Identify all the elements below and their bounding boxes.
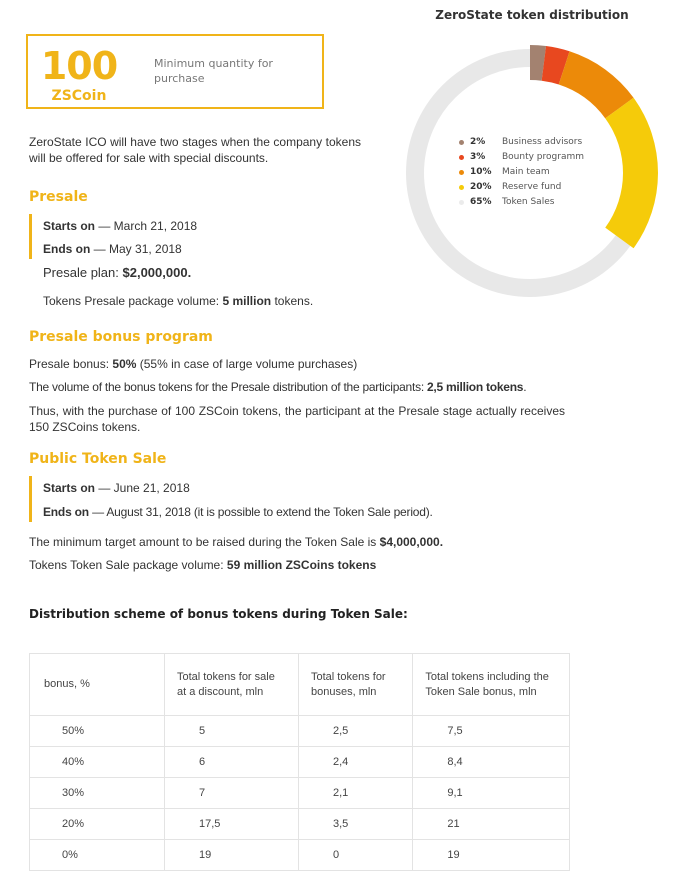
table-cell: 3,5 <box>299 809 413 840</box>
table-cell: 17,5 <box>165 809 299 840</box>
table-row <box>30 840 570 871</box>
bonus-rate <box>29 356 357 372</box>
legend-label: Bounty programm <box>502 152 584 162</box>
bonus-volume-value: 2,5 million tokens <box>427 380 524 394</box>
legend-swatch <box>459 185 464 190</box>
public-sale-starts-label: Starts on <box>43 481 96 495</box>
legend-label: Token Sales <box>502 197 555 207</box>
bonus-volume <box>29 379 526 395</box>
public-sale-starts <box>43 480 190 496</box>
table-cell: 9,1 <box>413 778 570 809</box>
table-cell: 7,5 <box>413 716 570 747</box>
table-cell: 2,4 <box>299 747 413 778</box>
public-sale-target <box>29 534 443 550</box>
table-cell: 5 <box>165 716 299 747</box>
legend-percent: 65% <box>470 197 492 207</box>
table-row <box>30 747 570 778</box>
table-cell: 19 <box>413 840 570 871</box>
bonus-program-heading: Presale bonus program <box>29 329 213 345</box>
presale-volume <box>43 293 313 309</box>
table-cell: 50% <box>30 716 165 747</box>
table-cell: 0% <box>30 840 165 871</box>
table-header-cell: Total tokens for sale at a discount, mln <box>165 654 299 716</box>
min-quantity-description: Minimum quantity for purchase <box>154 57 273 85</box>
table-header-row <box>30 654 570 716</box>
table-header-cell: Total tokens for bonuses, mln <box>299 654 413 716</box>
table-cell: 8,4 <box>413 747 570 778</box>
intro-text: ZeroState ICO will have two stages when the company tokens will be offered for sale with special discounts. <box>29 135 361 165</box>
legend-swatch <box>459 155 464 160</box>
bonus-volume-pre: The volume of the bonus tokens for the Presale distribution of the participants: <box>29 380 427 394</box>
table-row <box>30 809 570 840</box>
legend-swatch <box>459 200 464 205</box>
table-cell: 6 <box>165 747 299 778</box>
table-cell: 21 <box>413 809 570 840</box>
table-header-cell: bonus, % <box>30 654 165 716</box>
public-sale-volume-pre: Tokens Token Sale package volume: <box>29 558 227 572</box>
presale-volume-value: 5 million <box>222 294 272 308</box>
legend-percent: 3% <box>470 152 486 162</box>
legend-percent: 20% <box>470 182 492 192</box>
presale-plan-value: $2,000,000. <box>122 265 192 280</box>
table-cell: 2,1 <box>299 778 413 809</box>
presale-starts <box>43 218 197 234</box>
table-cell: 7 <box>165 778 299 809</box>
chart-title: ZeroState token distribution <box>435 8 629 22</box>
public-sale-volume-value: 59 million ZSCoins tokens <box>226 558 377 572</box>
bonus-rate-pre: Presale bonus: <box>29 357 113 371</box>
public-sale-ends-label: Ends on <box>43 505 89 519</box>
table-row <box>30 716 570 747</box>
table-cell: 30% <box>30 778 165 809</box>
table-header-cell: Total tokens including the Token Sale bonus, mln <box>413 654 570 716</box>
presale-volume-post: tokens. <box>271 294 314 308</box>
legend-label: Business advisors <box>502 137 583 147</box>
public-sale-dates-bar <box>29 476 42 522</box>
presale-starts-label: Starts on <box>43 219 96 233</box>
legend-swatch <box>459 170 464 175</box>
bonus-volume-post: . <box>523 380 527 394</box>
public-sale-ends <box>43 504 433 520</box>
table-row <box>30 778 570 809</box>
min-quantity-number: 100 <box>40 44 118 88</box>
public-sale-ends-value: — August 31, 2018 (it is possible to extend the Token Sale period). <box>88 505 433 519</box>
public-sale-starts-value: — June 21, 2018 <box>95 481 190 495</box>
legend-label: Main team <box>502 167 550 177</box>
min-quantity-box <box>26 34 324 109</box>
table-cell: 20% <box>30 809 165 840</box>
presale-plan-label: Presale plan: <box>43 265 123 280</box>
presale-heading: Presale <box>29 189 88 205</box>
min-quantity-unit: ZSCoin <box>51 88 107 104</box>
presale-starts-value: — March 21, 2018 <box>95 219 198 233</box>
public-sale-volume <box>29 557 376 573</box>
legend-percent: 2% <box>470 137 486 147</box>
presale-volume-pre: Tokens Presale package volume: <box>43 294 223 308</box>
table-cell: 2,5 <box>299 716 413 747</box>
table-cell: 19 <box>165 840 299 871</box>
presale-ends <box>43 241 182 257</box>
bonus-rate-value: 50% <box>112 357 137 371</box>
presale-dates-bar <box>29 214 42 259</box>
presale-plan <box>43 265 191 281</box>
presale-ends-label: Ends on <box>43 242 91 256</box>
public-sale-target-pre: The minimum target amount to be raised during the Token Sale is <box>29 535 380 549</box>
distribution-table <box>29 653 570 871</box>
table-title: Distribution scheme of bonus tokens during Token Sale: <box>29 607 408 621</box>
table-cell: 0 <box>299 840 413 871</box>
legend-percent: 10% <box>470 167 492 177</box>
public-sale-target-value: $4,000,000. <box>379 535 444 549</box>
legend-label: Reserve fund <box>502 182 562 192</box>
bonus-rate-post: (55% in case of large volume purchases) <box>136 357 358 371</box>
bonus-example: Thus, with the purchase of 100 ZSCoin tokens, the participant at the Presale stage actually receives 150 ZSCoins tokens. <box>29 404 565 434</box>
presale-ends-value: — May 31, 2018 <box>90 242 182 256</box>
legend-swatch <box>459 140 464 145</box>
donut-slice-reserve-fund <box>605 98 658 248</box>
public-sale-heading: Public Token Sale <box>29 451 167 467</box>
table-cell: 40% <box>30 747 165 778</box>
